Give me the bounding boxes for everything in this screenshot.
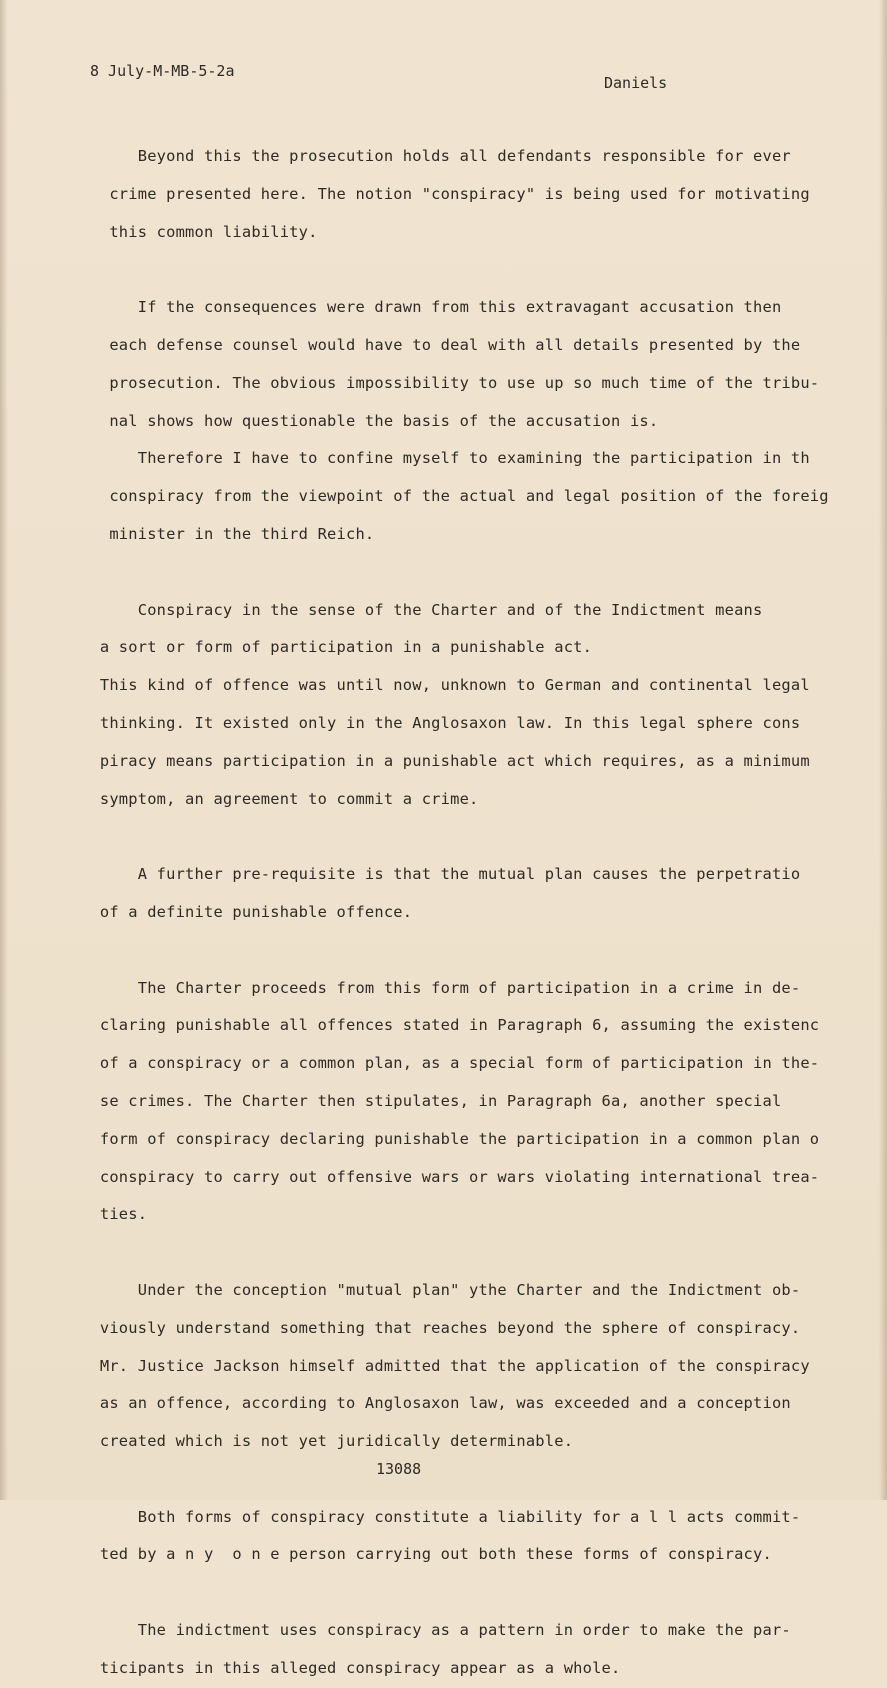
text-line: Under the conception "mutual plan" ythe Charter and the Indictment ob- — [62, 1280, 801, 1299]
text-line: thinking. It existed only in the Anglosaxon law. In this legal sphere cons — [62, 713, 801, 732]
text-line: of a definite punishable offence. — [62, 902, 413, 921]
text-line: form of conspiracy declaring punishable the participation in a common plan o — [62, 1129, 820, 1148]
text-line: symptom, an agreement to commit a crime. — [62, 789, 479, 808]
page-number: 13088 — [376, 1460, 422, 1478]
text-line: minister in the third Reich. — [62, 524, 375, 543]
text-line: conspiracy from the viewpoint of the actual and legal position of the foreig — [62, 487, 829, 506]
text-line: If the consequences were drawn from this extravagant accusation then — [62, 298, 782, 317]
text-line: Conspiracy in the sense of the Charter and of the Indictment means — [62, 600, 763, 619]
text-line: The Charter proceeds from this form of participation in a crime in de- — [62, 978, 801, 997]
text-line: created which is not yet juridically determinable. — [62, 1432, 574, 1451]
text-line: as an offence, according to Anglosaxon law, was exceeded and a conception — [62, 1394, 791, 1413]
text-line: each defense counsel would have to deal with all details presented by the — [62, 335, 801, 354]
text-line: nal shows how questionable the basis of the accusation is. — [62, 411, 659, 430]
text-line: viously understand something that reaches beyond the sphere of conspiracy. — [62, 1318, 801, 1337]
text-line: a sort or form of participation in a punishable act. — [62, 638, 593, 657]
text-line: Beyond this the prosecution holds all defendants responsible for ever — [62, 147, 791, 165]
text-line: ties. — [62, 1205, 148, 1224]
text-line — [62, 1461, 822, 1499]
text-line: se crimes. The Charter then stipulates, in Paragraph 6a, another special — [62, 1091, 782, 1110]
reporter-name: Daniels — [604, 74, 668, 92]
text-line: This kind of offence was until now, unknown to German and continental legal — [62, 676, 810, 695]
text-line: Mr. Justice Jackson himself admitted that the application of the conspiracy — [62, 1356, 810, 1375]
text-line: crime presented here. The notion "conspiracy" is being used for motivating — [62, 184, 810, 203]
text-line — [62, 818, 822, 856]
text-line — [62, 1234, 822, 1272]
page-edge-left — [0, 0, 8, 1500]
page-edge-right — [879, 0, 887, 1500]
text-line: conspiracy to carry out offensive wars or wars violating international trea- — [62, 1167, 820, 1186]
text-line: Therefore I have to confine myself to examining the participation in th — [62, 449, 810, 468]
text-line: Both forms of conspiracy constitute a liability for a l l acts commit- — [62, 1507, 801, 1526]
text-line: The indictment uses conspiracy as a pattern in order to make the par- — [62, 1621, 791, 1640]
body-text — [62, 138, 829, 1688]
text-line: ted by a n y o n e person carrying out both these forms of conspiracy. — [62, 1545, 772, 1564]
text-line — [62, 554, 822, 592]
text-line: this common liability. — [62, 222, 318, 241]
text-line: of a conspiracy or a common plan, as a special form of participation in the- — [62, 1054, 820, 1073]
text-line — [62, 932, 822, 970]
text-line: claring punishable all offences stated in Paragraph 6, assuming the existenc — [62, 1016, 820, 1035]
text-line — [62, 251, 822, 289]
text-line: piracy means participation in a punishable act which requires, as a minimum — [62, 751, 810, 770]
text-line: A further pre-requisite is that the mutual plan causes the perpetratio — [62, 865, 801, 884]
text-line: ticipants in this alleged conspiracy appear as a whole. — [62, 1658, 621, 1677]
text-line — [62, 1574, 822, 1612]
document-reference: 8 July-M-MB-5-2a — [90, 62, 235, 80]
text-line: prosecution. The obvious impossibility to use up so much time of the tribu- — [62, 373, 820, 392]
